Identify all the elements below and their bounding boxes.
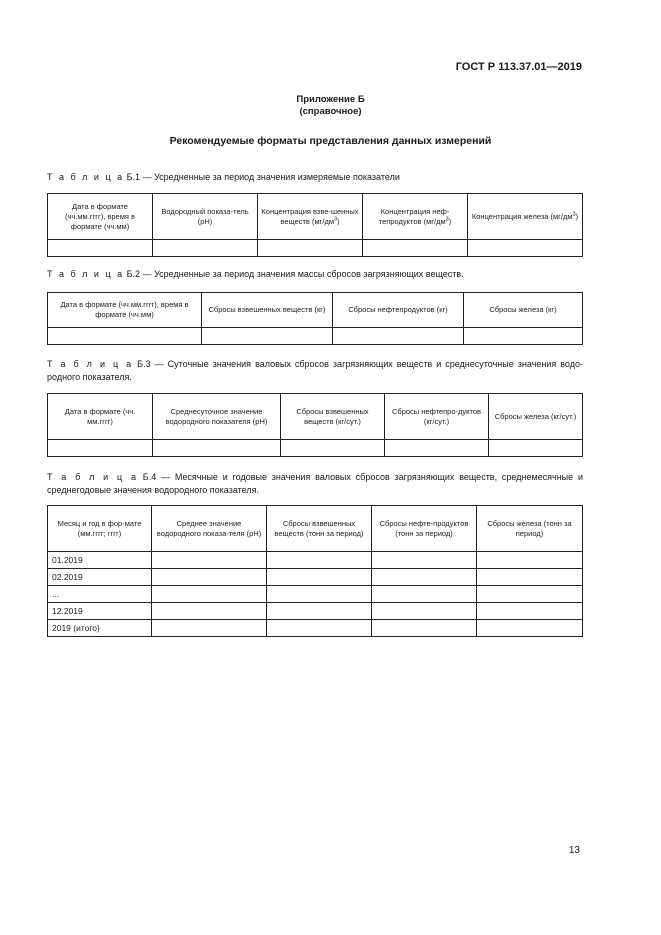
header-cell: Среднесуточное значение водородного показателя (pH) — [153, 394, 281, 440]
table-cell[interactable] — [202, 328, 333, 345]
table-caption-text: — Усредненные за период значения массы сбросов загрязняющих веществ. — [142, 269, 464, 279]
appendix-status: (справочное) — [299, 106, 362, 117]
table-header-row — [48, 194, 583, 240]
table-cell[interactable] — [333, 328, 464, 345]
table-cell[interactable] — [477, 552, 583, 569]
table-cell[interactable]: 2019 (итого) — [48, 620, 152, 637]
table-header-row — [48, 293, 583, 328]
table-row — [48, 440, 583, 457]
header-cell: Среднее значение водородного показа-теля (pH) — [152, 506, 267, 552]
table-cell[interactable] — [267, 552, 372, 569]
table-row — [48, 328, 583, 345]
table-caption-text: — Усредненные за период значения измеряемые показатели — [142, 172, 400, 182]
table-b1-caption — [47, 171, 583, 184]
table-cell[interactable]: 02.2019 — [48, 569, 152, 586]
table-label: Т а б л и ц а — [47, 472, 138, 482]
table-cell[interactable] — [489, 440, 583, 457]
table-caption-text: — Месячные и годовые значения валовых сбросов загрязняющих веществ, среднемесячные и среднегодовые значения водородного показателя. — [47, 472, 583, 495]
header-cell: Концентрация неф-тепродуктов $(мг/дм^3)$ — [363, 194, 468, 240]
table-cell[interactable] — [267, 569, 372, 586]
table-cell[interactable] — [372, 620, 477, 637]
table-row — [48, 240, 583, 257]
table-cell[interactable] — [477, 586, 583, 603]
table-cell[interactable] — [48, 440, 153, 457]
table-row — [48, 620, 583, 637]
appendix-name: Приложение Б — [296, 94, 365, 105]
table-row — [48, 603, 583, 620]
table-cell[interactable]: 01.2019 — [48, 552, 152, 569]
table-header-row — [48, 506, 583, 552]
header-cell: Концентрация взве-шенных веществ $(мг/дм^3)$ — [258, 194, 363, 240]
header-cell: Сбросы железа (кг/сут.) — [489, 394, 583, 440]
header-cell: Водородный показа-тель (pH) — [153, 194, 258, 240]
table-number: Б.1 — [126, 172, 141, 182]
header-cell: Сбросы взвешенных веществ (кг) — [202, 293, 333, 328]
header-cell: Сбросы взвешенных веществ (кг/сут.) — [281, 394, 385, 440]
header-cell: Дата в формате (чч. мм.гггг) — [48, 394, 153, 440]
table-number: Б.2 — [126, 269, 141, 279]
table-label: Т а б л и ц а — [47, 172, 125, 182]
table-cell[interactable] — [48, 328, 202, 345]
table-cell[interactable] — [363, 240, 468, 257]
table-cell[interactable] — [152, 586, 267, 603]
header-cell: Сбросы железа (тонн за период) — [477, 506, 583, 552]
table-b2-caption — [47, 268, 583, 281]
page-number: 13 — [568, 845, 580, 856]
table-number: Б.3 — [137, 359, 151, 369]
table-b2 — [47, 292, 583, 345]
table-cell[interactable] — [372, 586, 477, 603]
table-cell[interactable] — [152, 569, 267, 586]
table-cell[interactable] — [153, 440, 281, 457]
table-cell[interactable] — [372, 603, 477, 620]
table-cell[interactable] — [152, 620, 267, 637]
table-cell[interactable] — [464, 328, 583, 345]
table-row — [48, 586, 583, 603]
table-cell[interactable] — [477, 569, 583, 586]
table-cell[interactable] — [267, 620, 372, 637]
table-cell[interactable] — [372, 552, 477, 569]
table-label: Т а б л и ц а — [47, 269, 125, 279]
table-caption-text: — Суточные значения валовых сбросов загрязняющих веществ и среднесуточные значения водо-родного показателя. — [47, 359, 583, 382]
table-b1 — [47, 193, 583, 257]
table-cell[interactable] — [152, 552, 267, 569]
table-header-row — [48, 394, 583, 440]
table-cell[interactable] — [153, 240, 258, 257]
table-cell[interactable] — [477, 620, 583, 637]
table-cell[interactable] — [152, 603, 267, 620]
table-b4-caption — [47, 471, 583, 497]
table-cell[interactable]: 12.2019 — [48, 603, 152, 620]
table-row — [48, 552, 583, 569]
table-label: Т а б л и ц а — [47, 359, 134, 369]
appendix-heading — [0, 94, 661, 118]
table-cell[interactable] — [468, 240, 583, 257]
section-title: Рекомендуемые форматы представления данных измерений — [169, 135, 492, 147]
header-cell: Месяц и год в фор-мате (мм.гггг; гггг) — [48, 506, 152, 552]
table-number: Б.4 — [142, 472, 157, 482]
header-cell: Концентрация железа $(мг/дм^3)$ — [468, 194, 583, 240]
header-cell: Сбросы нефтепродуктов (кг) — [333, 293, 464, 328]
table-cell[interactable] — [281, 440, 385, 457]
header-cell: Сбросы нефте-продуктов (тонн за период) — [372, 506, 477, 552]
table-b3 — [47, 393, 583, 457]
table-cell[interactable] — [267, 603, 372, 620]
table-cell[interactable] — [258, 240, 363, 257]
table-cell[interactable] — [477, 603, 583, 620]
table-cell[interactable] — [267, 586, 372, 603]
table-cell[interactable] — [48, 240, 153, 257]
table-cell[interactable] — [385, 440, 489, 457]
header-cell: Сбросы нефтепро-дуктов (кг/сут.) — [385, 394, 489, 440]
header-cell: Сбросы взвешенных веществ (тонн за период) — [267, 506, 372, 552]
table-cell[interactable] — [372, 569, 477, 586]
table-b3-caption — [47, 358, 583, 384]
header-cell: Дата в формате (чч.мм.гггг), время в формате (чч.мм) — [48, 293, 202, 328]
table-cell[interactable]: ... — [48, 586, 152, 603]
header-cell: Сбросы железа (кг) — [464, 293, 583, 328]
document-id: ГОСТ Р 113.37.01—2019 — [455, 61, 582, 73]
table-b4 — [47, 505, 583, 637]
table-row — [48, 569, 583, 586]
header-cell: Дата в формате (чч.мм.гггг), время в формате (чч.мм) — [48, 194, 153, 240]
